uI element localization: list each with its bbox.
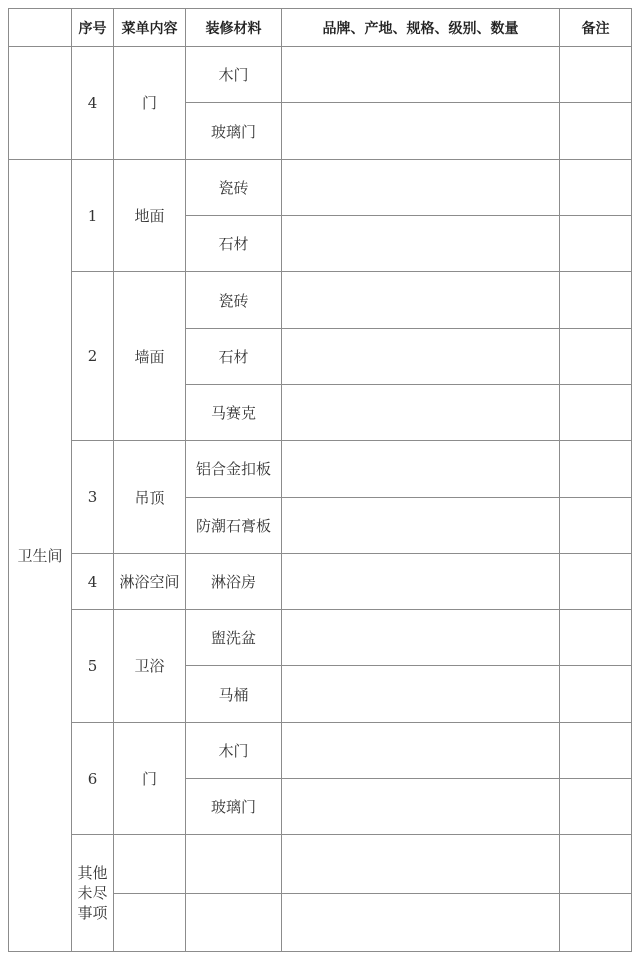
spec-cell[interactable] — [282, 159, 560, 215]
spec-cell[interactable] — [560, 893, 632, 951]
spec-cell[interactable] — [282, 384, 560, 440]
header-area — [9, 9, 72, 47]
material-cell: 盥洗盆 — [186, 610, 282, 666]
seq-cell: 4 — [72, 47, 114, 160]
remark-cell[interactable] — [560, 610, 632, 666]
remark-cell[interactable] — [560, 384, 632, 440]
seq-cell: 1 — [72, 159, 114, 272]
material-cell: 木门 — [186, 47, 282, 103]
spec-cell[interactable] — [560, 835, 632, 893]
spec-cell[interactable] — [282, 553, 560, 609]
remark-cell[interactable] — [560, 722, 632, 778]
item-cell: 地面 — [114, 159, 186, 272]
header-seq: 序号 — [72, 9, 114, 47]
material-cell: 马桶 — [186, 666, 282, 722]
seq-cell — [114, 893, 186, 951]
seq-cell: 6 — [72, 722, 114, 835]
seq-cell — [114, 835, 186, 893]
spec-cell[interactable] — [282, 103, 560, 159]
area-cell-empty — [9, 47, 72, 160]
material-cell: 瓷砖 — [186, 159, 282, 215]
spec-cell[interactable] — [282, 328, 560, 384]
remark-cell[interactable] — [560, 272, 632, 328]
seq-cell: 2 — [72, 272, 114, 441]
spec-cell[interactable] — [282, 272, 560, 328]
table-row — [9, 835, 632, 893]
item-cell: 门 — [114, 47, 186, 160]
remark-cell[interactable] — [560, 779, 632, 835]
remark-cell[interactable] — [560, 328, 632, 384]
material-cell: 玻璃门 — [186, 779, 282, 835]
material-cell — [282, 835, 560, 893]
material-cell: 玻璃门 — [186, 103, 282, 159]
header-spec: 品牌、产地、规格、级别、数量 — [282, 9, 560, 47]
spec-cell[interactable] — [282, 666, 560, 722]
spec-cell[interactable] — [282, 497, 560, 553]
spec-cell[interactable] — [282, 441, 560, 497]
seq-cell: 3 — [72, 441, 114, 554]
table-row — [9, 272, 632, 328]
remark-cell[interactable] — [560, 159, 632, 215]
decoration-material-table — [8, 8, 632, 952]
remark-cell[interactable] — [560, 103, 632, 159]
area-cell-bathroom: 卫生间 — [9, 159, 72, 951]
remark-cell[interactable] — [560, 666, 632, 722]
item-cell: 吊顶 — [114, 441, 186, 554]
table-row — [9, 47, 632, 103]
item-cell: 淋浴空间 — [114, 553, 186, 609]
remark-cell[interactable] — [560, 47, 632, 103]
item-cell: 墙面 — [114, 272, 186, 441]
material-cell: 铝合金扣板 — [186, 441, 282, 497]
item-cell — [186, 893, 282, 951]
remark-cell[interactable] — [560, 553, 632, 609]
header-remark: 备注 — [560, 9, 632, 47]
area-label-other: 其他未尽事项 — [77, 864, 108, 923]
header-row — [9, 9, 632, 47]
table-row — [9, 441, 632, 497]
material-cell: 木门 — [186, 722, 282, 778]
spec-cell[interactable] — [282, 610, 560, 666]
material-cell: 淋浴房 — [186, 553, 282, 609]
material-cell: 瓷砖 — [186, 272, 282, 328]
material-cell — [282, 893, 560, 951]
material-cell: 马赛克 — [186, 384, 282, 440]
table-row — [9, 159, 632, 215]
seq-cell: 4 — [72, 553, 114, 609]
spec-cell[interactable] — [282, 47, 560, 103]
spec-cell[interactable] — [282, 779, 560, 835]
item-cell: 卫浴 — [114, 610, 186, 723]
header-material: 装修材料 — [186, 9, 282, 47]
spec-cell[interactable] — [282, 722, 560, 778]
material-cell: 石材 — [186, 216, 282, 272]
remark-cell[interactable] — [560, 216, 632, 272]
seq-cell: 5 — [72, 610, 114, 723]
material-cell: 防潮石膏板 — [186, 497, 282, 553]
spec-cell[interactable] — [282, 216, 560, 272]
area-cell-other — [72, 835, 114, 952]
table-row — [9, 610, 632, 666]
header-item: 菜单内容 — [114, 9, 186, 47]
item-cell: 门 — [114, 722, 186, 835]
item-cell — [186, 835, 282, 893]
remark-cell[interactable] — [560, 441, 632, 497]
material-cell: 石材 — [186, 328, 282, 384]
remark-cell[interactable] — [560, 497, 632, 553]
table-row — [9, 553, 632, 609]
table-row — [9, 722, 632, 778]
